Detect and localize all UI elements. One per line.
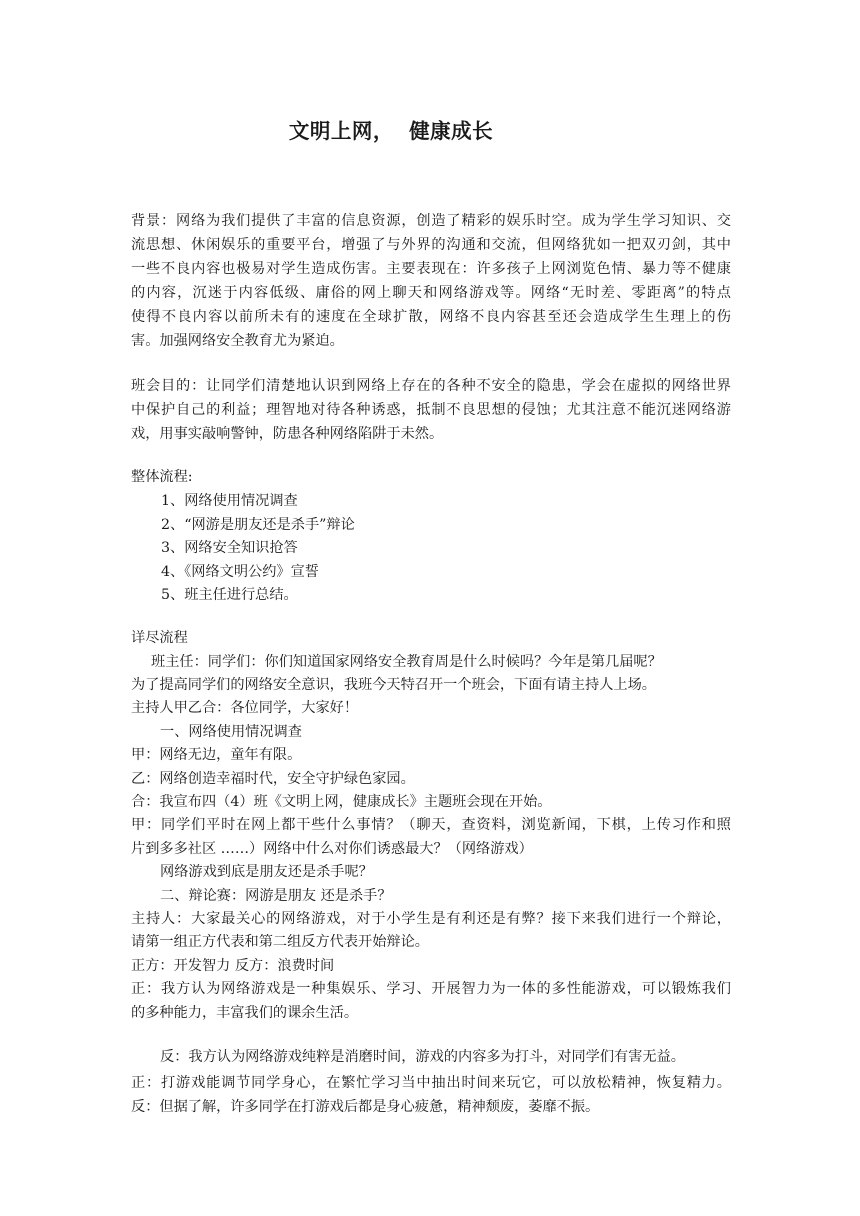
detail-line: 反：但据了解，许多同学在打游戏后都是身心疲惫，精神颓废，萎靡不振。 [131,1099,600,1115]
detail-line: 甲：同学们平时在网上都干些什么事情？（聊天，查资料，浏览新闻，下棋，上传习作和照 [131,817,731,833]
purpose-line: 班会目的：让同学们清楚地认识到网络上存在的各种不安全的隐患，学会在虚拟的网络世界 [131,378,731,394]
overall-item: 4、《网络文明公约》宣誓 [161,564,319,580]
detail-line: 反：我方认为网络游戏纯粹是消磨时间，游戏的内容多为打斗，对同学们有害无益。 [160,1049,685,1065]
overall-heading: 整体流程: [131,469,193,485]
detail-line: 乙：网络创造幸福时代，安全守护绿色家园。 [131,771,415,787]
overall-item: 1、网络使用情况调查 [161,493,298,509]
detail-line: 班主任：同学们：你们知道国家网络安全教育周是什么时候吗？今年是第几届呢？ [151,654,662,670]
detail-line: 甲：网络无边，童年有限。 [131,747,302,763]
background-line: 使得不良内容以前所未有的速度在全球扩散，网络不良内容甚至还会造成学生生理上的伤 [131,309,731,325]
page-title: 文明上网， 健康成长 [288,119,494,143]
detail-line: 一、网络使用情况调查 [160,724,302,740]
detail-line: 二、辩论赛：网游是朋友 还是杀手？ [160,888,392,904]
background-line: 一些不良内容也极易对学生造成伤害。主要表现在：许多孩子上网浏览色情、暴力等不健康 [131,261,731,277]
detail-line: 正方：开发智力 反方：浪费时间 [131,958,335,974]
detail-line: 片到多多社区 ……）网络中什么对你们诱惑最大？（网络游戏） [131,841,533,857]
detail-line: 的多种能力，丰富我们的课余生活。 [131,1005,359,1021]
detail-line: 合：我宣布四（4）班《文明上网，健康成长》主题班会现在开始。 [131,794,552,810]
overall-item: 3、网络安全知识抢答 [161,540,298,556]
detail-line: 网络游戏到底是朋友还是杀手呢？ [160,864,373,880]
detail-line: 请第一组正方代表和第二组反方代表开始辩论。 [131,934,429,950]
overall-item: 2、“网游是朋友还是杀手”辩论 [161,517,355,533]
purpose-line: 戏，用事实敲响警钟，防患各种网络陷阱于未然。 [131,426,444,442]
overall-item: 5、班主任进行总结。 [161,587,298,603]
background-line: 的内容，沉迷于内容低级、庸俗的网上聊天和网络游戏等。网络“无时差、零距离”的特点 [131,285,731,301]
purpose-line: 中保护自己的利益；理智地对待各种诱惑，抵制不良思想的侵蚀；尤其注意不能沉迷网络游 [131,402,731,418]
detail-line: 正：打游戏能调节同学身心，在繁忙学习当中抽出时间来玩它，可以放松精神，恢复精力。 [131,1075,731,1091]
background-line: 害。加强网络安全教育尤为紧迫。 [131,333,344,349]
detail-heading: 详尽流程 [131,630,188,646]
detail-line: 正：我方认为网络游戏是一种集娱乐、学习、开展智力为一体的多性能游戏，可以锻炼我们 [131,981,731,997]
detail-line: 为了提高同学们的网络安全意识，我班今天特召开一个班会，下面有请主持人上场。 [131,677,656,693]
background-line: 背景：网络为我们提供了丰富的信息资源，创造了精彩的娱乐时空。成为学生学习知识、交 [131,213,731,229]
background-line: 流思想、休闲娱乐的重要平台，增强了与外界的沟通和交流，但网络犹如一把双刃剑，其中 [131,237,731,253]
detail-line: 主持人甲乙合：各位同学，大家好！ [131,700,359,716]
detail-line: 主持人：大家最关心的网络游戏，对于小学生是有利还是有弊？接下来我们进行一个辩论， [131,911,731,927]
